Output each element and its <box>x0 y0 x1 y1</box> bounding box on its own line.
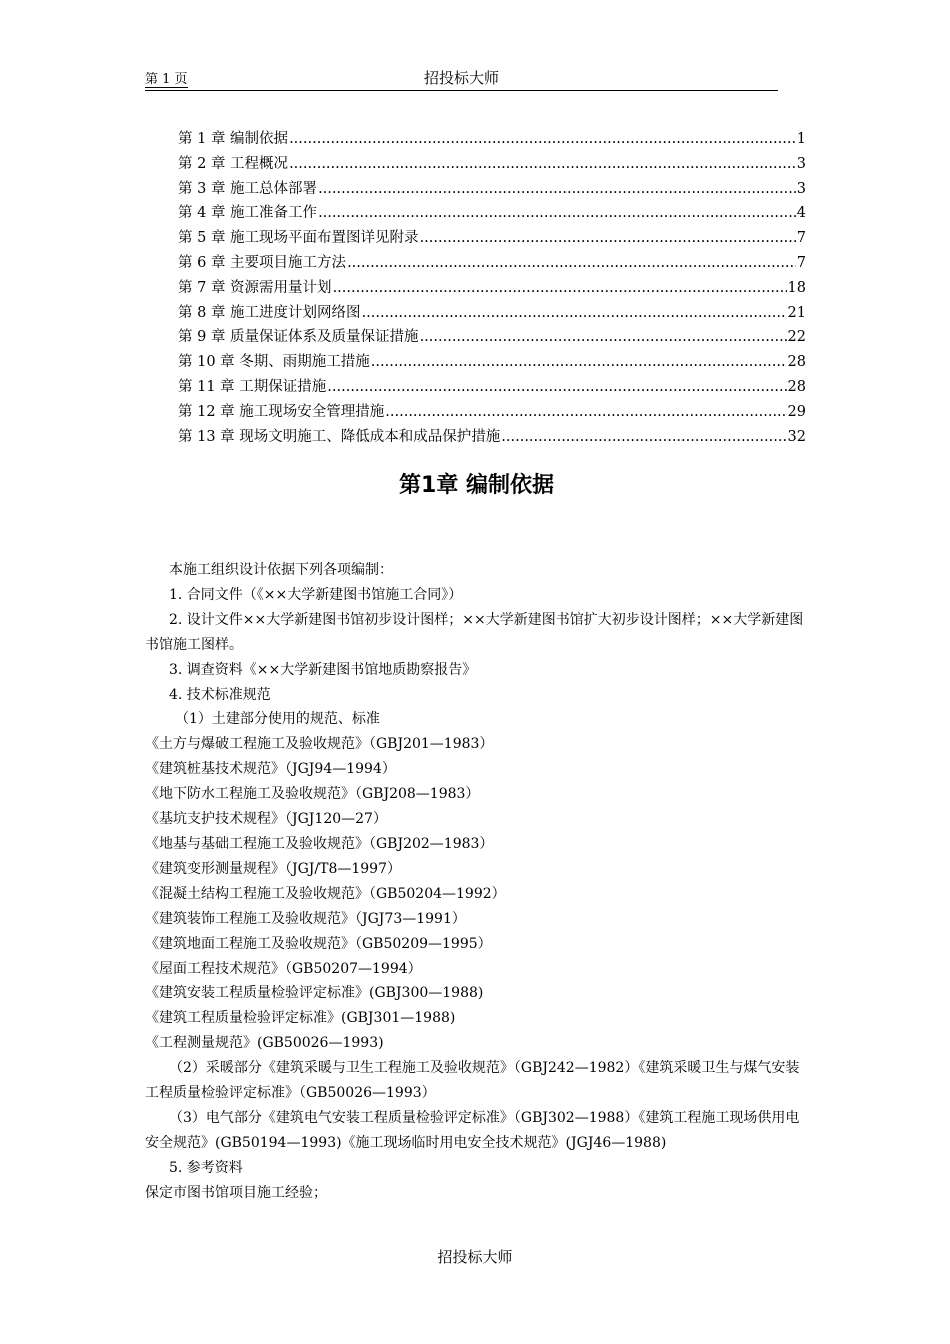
toc-entry-label: 第 13 章 现场文明施工、降低成本和成品保护措施 <box>178 428 501 445</box>
toc-leader-dots <box>501 425 786 450</box>
toc-entry[interactable] <box>178 425 806 450</box>
toc-entry[interactable] <box>178 251 806 276</box>
page-footer: 招投标大师 <box>437 1248 513 1266</box>
sub-electrical: （3）电气部分《建筑电气安装工程质量检验评定标准》（GBJ302—1988）《建筑工程施工现场供用电安全规范》(GB50194—1993)《施工现场临时用电安全技术规范》(JGJ46—1988) <box>145 1109 800 1151</box>
toc-leader-dots <box>318 177 796 202</box>
toc-leader-dots <box>318 201 796 226</box>
toc-entry-page: 4 <box>796 205 806 222</box>
standard-item: 《地基与基础工程施工及验收规范》（GBJ202—1983） <box>145 835 494 852</box>
toc-entry-page: 28 <box>787 378 806 395</box>
intro-paragraph: 本施工组织设计依据下列各项编制： <box>169 562 393 578</box>
toc-entry-label: 第 11 章 工期保证措施 <box>178 378 327 395</box>
toc-entry-page: 3 <box>796 155 806 172</box>
standard-item: 《基坑支护技术规程》（JGJ120—27） <box>145 811 387 828</box>
chapter-title: 第1章 编制依据 <box>399 473 554 498</box>
toc-entry-label: 第 4 章 施工准备工作 <box>178 205 318 222</box>
toc-entry-page: 7 <box>796 254 806 271</box>
toc-entry-page: 29 <box>787 403 806 420</box>
toc-entry-page: 18 <box>787 279 806 296</box>
toc-entry[interactable] <box>178 400 806 425</box>
toc-leader-dots <box>347 251 796 276</box>
toc-entry[interactable] <box>178 226 806 251</box>
standard-item: 《建筑桩基技术规范》（JGJ94—1994） <box>145 761 396 778</box>
toc-leader-dots <box>289 152 796 177</box>
item-standards: 4. 技术标准规范 <box>169 686 271 703</box>
standard-item: 《屋面工程技术规范》（GB50207—1994） <box>145 960 422 977</box>
standards-list <box>145 732 810 1056</box>
page-number: 第 1 页 <box>145 68 188 88</box>
standard-item: 《建筑装饰工程施工及验收规范》（JGJ73—1991） <box>145 910 466 927</box>
standard-item: 《工程测量规范》(GB50026—1993) <box>145 1035 384 1052</box>
toc-entry[interactable] <box>178 177 806 202</box>
toc-leader-dots <box>333 276 787 301</box>
toc-entry-label: 第 3 章 施工总体部署 <box>178 180 318 197</box>
toc-entry[interactable] <box>178 375 806 400</box>
standard-item: 《建筑变形测量规程》（JGJ/T8—1997） <box>145 860 401 877</box>
toc-entry-label: 第 5 章 施工现场平面布置图详见附录 <box>178 230 419 247</box>
toc-entry-label: 第 7 章 资源需用量计划 <box>178 279 332 296</box>
sub-heating: （2）采暖部分《建筑采暖与卫生工程施工及验收规范》（GBJ242—1982）《建筑采暖卫生与煤气安装工程质量检验评定标准》（GB50026—1993） <box>145 1060 800 1102</box>
toc-leader-dots <box>289 127 796 152</box>
toc-entry[interactable] <box>178 350 806 375</box>
toc-entry[interactable] <box>178 276 806 301</box>
toc-entry[interactable] <box>178 301 806 326</box>
document-body <box>145 558 810 1206</box>
toc-leader-dots <box>420 226 796 251</box>
toc-entry-page: 22 <box>787 329 806 346</box>
toc-entry-page: 28 <box>787 354 806 371</box>
toc-entry-label: 第 9 章 质量保证体系及质量保证措施 <box>178 329 419 346</box>
standard-item: 《混凝土结构工程施工及验收规范》（GB50204—1992） <box>145 885 506 902</box>
sub-civil: （1）土建部分使用的规范、标准 <box>175 711 380 728</box>
standard-item: 《建筑工程质量检验评定标准》(GBJ301—1988) <box>145 1010 456 1027</box>
toc-entry-page: 1 <box>796 131 806 147</box>
standard-item: 《土方与爆破工程施工及验收规范》（GBJ201—1983） <box>145 736 494 753</box>
page-header <box>145 68 778 91</box>
toc-leader-dots <box>371 350 787 375</box>
reference-text: 保定市图书馆项目施工经验； <box>145 1184 327 1201</box>
toc-entry[interactable] <box>178 127 806 152</box>
toc-entry-label: 第 10 章 冬期、雨期施工措施 <box>178 354 370 371</box>
toc-entry-label: 第 1 章 编制依据 <box>178 131 289 147</box>
toc-leader-dots <box>420 325 787 350</box>
toc-leader-dots <box>362 301 787 326</box>
toc-entry-page: 21 <box>787 304 806 321</box>
toc-entry-page: 7 <box>796 230 806 247</box>
item-reference: 5. 参考资料 <box>169 1159 243 1176</box>
standard-item: 《建筑安装工程质量检验评定标准》(GBJ300—1988) <box>145 985 484 1002</box>
toc-entry-page: 3 <box>796 180 806 197</box>
item-contract: 1. 合同文件（《××大学新建图书馆施工合同》） <box>169 586 463 603</box>
toc-entry-label: 第 2 章 工程概况 <box>178 155 289 172</box>
item-design: 2. 设计文件××大学新建图书馆初步设计图样；××大学新建图书馆扩大初步设计图样；××大学新建图书馆施工图样。 <box>145 611 804 653</box>
toc-entry-label: 第 6 章 主要项目施工方法 <box>178 254 347 271</box>
toc-leader-dots <box>327 375 786 400</box>
toc-leader-dots <box>385 400 786 425</box>
toc-entry[interactable] <box>178 152 806 177</box>
toc-entry-label: 第 12 章 施工现场安全管理措施 <box>178 403 385 420</box>
standard-item: 《地下防水工程施工及验收规范》（GBJ208—1983） <box>145 786 480 803</box>
toc-entry[interactable] <box>178 325 806 350</box>
standard-item: 《建筑地面工程施工及验收规范》（GB50209—1995） <box>145 935 492 952</box>
toc-entry-page: 32 <box>787 428 806 445</box>
toc-entry-label: 第 8 章 施工进度计划网络图 <box>178 304 361 321</box>
header-title: 招投标大师 <box>423 69 499 87</box>
item-survey: 3. 调查资料《××大学新建图书馆地质勘察报告》 <box>169 661 477 678</box>
table-of-contents <box>178 127 806 449</box>
toc-entry[interactable] <box>178 201 806 226</box>
